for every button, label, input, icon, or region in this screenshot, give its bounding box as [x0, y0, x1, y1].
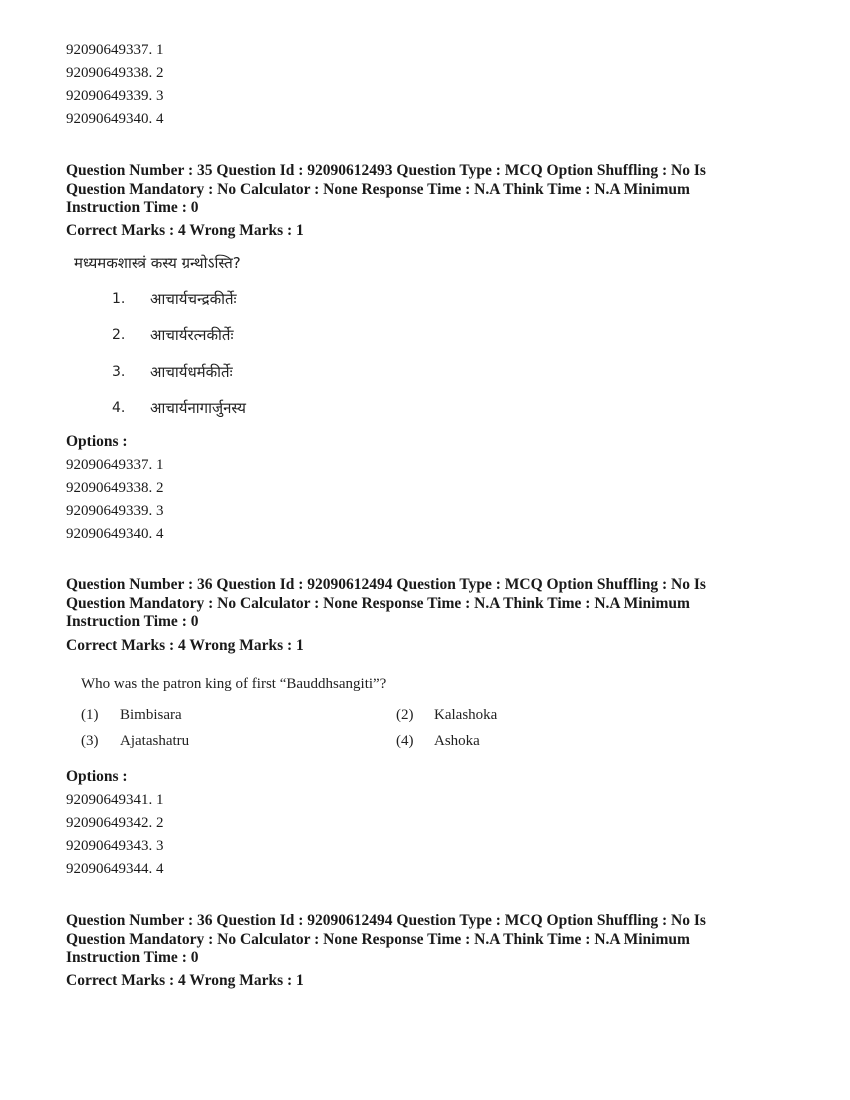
question-text-36: Who was the patron king of first “Bauddhsangiti”? [81, 676, 387, 692]
marks-line-35: Correct Marks : 4 Wrong Marks : 1 [66, 222, 304, 239]
option-line: 92090649338. 2 [66, 65, 164, 81]
option-line: 92090649339. 3 [66, 503, 164, 519]
option-line: 92090649337. 1 [66, 457, 164, 473]
choice-text: आचार्यनागार्जुनस्य [150, 399, 246, 417]
meta-line: Question Number : 36 Question Id : 92090612494 Question Type : MCQ Option Shuffling : No Is [66, 576, 706, 593]
choice-text: Bimbisara [120, 707, 182, 723]
question-meta-36-repeat [66, 912, 786, 968]
option-line: 92090649338. 2 [66, 480, 164, 496]
choice-text: Ajatashatru [120, 733, 190, 749]
option-line: 92090649337. 1 [66, 42, 164, 58]
options-label-35: Options : [66, 433, 128, 450]
question-text-35: मध्यमकशास्त्रं कस्य ग्रन्थोऽस्ति? [74, 254, 241, 272]
option-line: 92090649339. 3 [66, 88, 164, 104]
choice-text: Kalashoka [434, 707, 498, 723]
option-line: 92090649340. 4 [66, 526, 164, 542]
choice-number: 4. [112, 400, 126, 416]
option-line: 92090649340. 4 [66, 111, 164, 127]
meta-line: Instruction Time : 0 [66, 199, 199, 216]
meta-line: Question Mandatory : No Calculator : None Response Time : N.A Think Time : N.A Minimum [66, 180, 690, 198]
option-line: 92090649342. 2 [66, 815, 164, 831]
marks-line-36-repeat: Correct Marks : 4 Wrong Marks : 1 [66, 972, 304, 989]
option-line: 92090649343. 3 [66, 838, 164, 854]
option-line: 92090649341. 1 [66, 792, 164, 808]
meta-line: Question Number : 36 Question Id : 92090612494 Question Type : MCQ Option Shuffling : No Is [66, 912, 706, 929]
option-line: 92090649344. 4 [66, 861, 164, 877]
choice-text: आचार्यरत्नकीर्तेः [150, 326, 234, 344]
meta-line: Instruction Time : 0 [66, 949, 199, 966]
choice-number: (4) [396, 733, 414, 749]
options-label-36: Options : [66, 768, 128, 785]
choice-number: 1. [112, 291, 126, 307]
marks-line-36: Correct Marks : 4 Wrong Marks : 1 [66, 637, 304, 654]
choice-text: Ashoka [434, 733, 480, 749]
choice-number: (3) [81, 733, 99, 749]
choice-number: 3. [112, 364, 126, 380]
choice-number: (2) [396, 707, 414, 723]
choice-number: 2. [112, 327, 126, 343]
question-meta-36 [66, 576, 786, 632]
choice-text: आचार्यधर्मकीर्तेः [150, 363, 233, 381]
choice-number: (1) [81, 707, 99, 723]
meta-line: Instruction Time : 0 [66, 613, 199, 630]
question-meta-35 [66, 162, 786, 218]
meta-line: Question Number : 35 Question Id : 92090612493 Question Type : MCQ Option Shuffling : No Is [66, 162, 706, 179]
meta-line: Question Mandatory : No Calculator : None Response Time : N.A Think Time : N.A Minimum [66, 594, 690, 612]
choice-text: आचार्यचन्द्रकीर्तेः [150, 290, 237, 308]
meta-line: Question Mandatory : No Calculator : None Response Time : N.A Think Time : N.A Minimum [66, 930, 690, 948]
